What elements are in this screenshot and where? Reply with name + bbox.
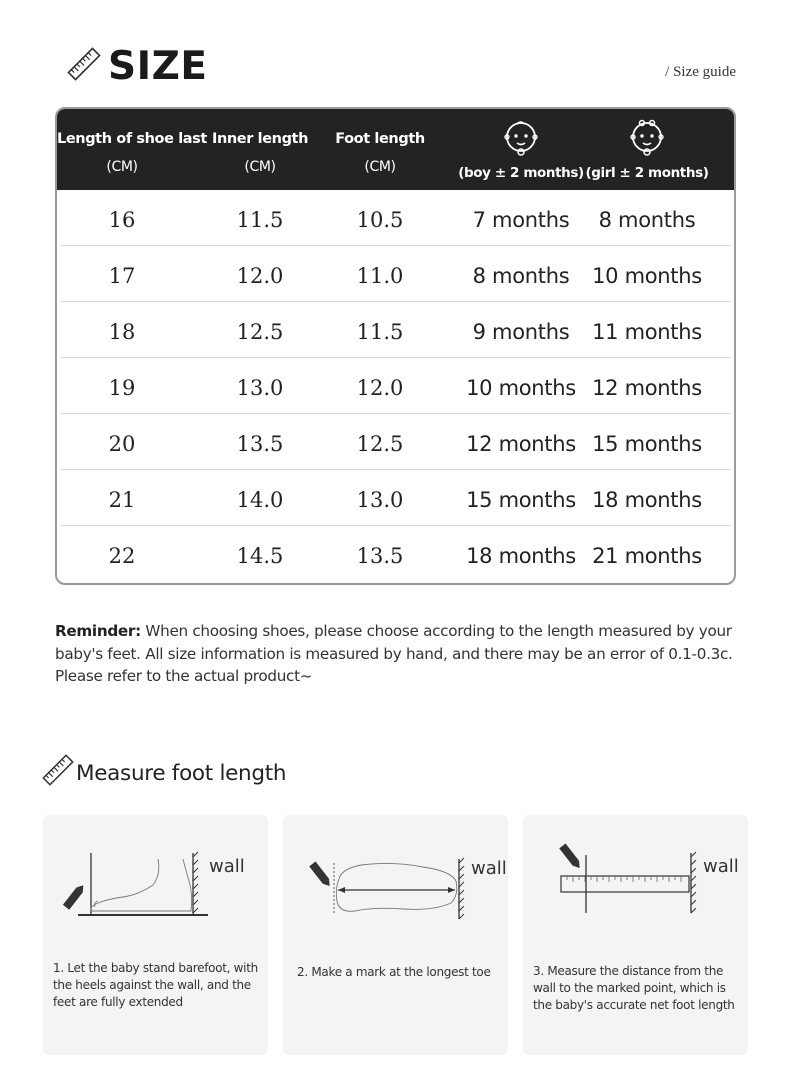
cell-foot-length: 13.0 (356, 488, 404, 512)
cell-shoe-last: 20 (108, 432, 136, 456)
column-header-foot-length (315, 109, 445, 190)
cell-shoe-last: 18 (108, 320, 136, 344)
table-header (57, 109, 734, 190)
cell-boy-age: 7 months (472, 208, 570, 232)
column-header-label: Foot length (335, 131, 425, 147)
cell-foot-length: 11.5 (356, 320, 404, 344)
cell-boy-age: 12 months (466, 432, 576, 456)
cell-foot-length: 10.5 (356, 208, 404, 232)
table-row (57, 358, 734, 414)
table-row (57, 246, 734, 302)
reminder-text (55, 620, 755, 688)
size-header (66, 42, 736, 92)
cell-boy-age: 9 months (472, 320, 570, 344)
table-row (57, 414, 734, 470)
table-row (57, 470, 734, 526)
cell-girl-age: 18 months (592, 488, 702, 512)
cell-girl-age: 8 months (598, 208, 696, 232)
baby-boy-icon (500, 119, 542, 157)
size-guide-label: / Size guide (665, 64, 736, 80)
table-row (57, 302, 734, 358)
measure-header (41, 753, 441, 793)
cell-inner-length: 14.5 (236, 544, 284, 568)
cell-inner-length: 12.5 (236, 320, 284, 344)
column-header-girl (585, 109, 709, 190)
ruler-icon (41, 753, 75, 787)
cell-girl-age: 15 months (592, 432, 702, 456)
cell-inner-length: 12.0 (236, 264, 284, 288)
cell-girl-age: 21 months (592, 544, 702, 568)
wall-label: wall (703, 856, 739, 877)
table-body (57, 190, 734, 582)
column-header-unit: (CM) (244, 159, 276, 175)
column-header-label: Length of shoe last (57, 131, 207, 147)
step-card-2 (283, 815, 508, 1055)
column-header-unit: (boy ± 2 months) (458, 165, 584, 181)
cell-girl-age: 12 months (592, 376, 702, 400)
column-header-inner-length (195, 109, 325, 190)
cell-shoe-last: 17 (108, 264, 136, 288)
column-header-shoe-last (57, 109, 207, 190)
foot-against-wall-illustration (43, 815, 268, 935)
page-title: SIZE (108, 44, 208, 89)
reminder-label: Reminder: (55, 622, 141, 640)
cell-foot-length: 13.5 (356, 544, 404, 568)
step-card-3 (523, 815, 748, 1055)
step-caption: 2. Make a mark at the longest toe (297, 965, 491, 979)
cell-girl-age: 10 months (592, 264, 702, 288)
cell-shoe-last: 22 (108, 544, 136, 568)
step-card-1 (43, 815, 268, 1055)
size-table (55, 107, 736, 585)
cell-shoe-last: 19 (108, 376, 136, 400)
cell-inner-length: 13.5 (236, 432, 284, 456)
cell-boy-age: 10 months (466, 376, 576, 400)
cell-foot-length: 12.0 (356, 376, 404, 400)
step-caption: 3. Measure the distance from the wall to the marked point, which is the baby's accurate net foot length (533, 964, 735, 1012)
cell-girl-age: 11 months (592, 320, 702, 344)
cell-shoe-last: 21 (108, 488, 136, 512)
column-header-unit: (CM) (106, 159, 138, 175)
column-header-label: Inner length (211, 131, 309, 147)
ruler-icon (66, 46, 102, 82)
column-header-unit: (CM) (364, 159, 396, 175)
measure-distance-illustration (523, 815, 748, 935)
column-header-unit: (girl ± 2 months) (585, 165, 709, 181)
cell-boy-age: 18 months (466, 544, 576, 568)
mark-longest-toe-illustration (283, 815, 508, 935)
wall-label: wall (471, 858, 507, 879)
cell-inner-length: 14.0 (236, 488, 284, 512)
wall-label: wall (209, 856, 245, 877)
reminder-body: When choosing shoes, please choose according to the length measured by your baby's feet. All size information is measured by hand, and there may be an error of 0.1-0.3c. Please refer to the actual product~ (55, 622, 733, 685)
baby-girl-icon (626, 119, 668, 157)
cell-inner-length: 13.0 (236, 376, 284, 400)
cell-inner-length: 11.5 (236, 208, 284, 232)
column-header-boy (457, 109, 585, 190)
section-title: Measure foot length (76, 761, 287, 786)
cell-boy-age: 8 months (472, 264, 570, 288)
table-row (57, 190, 734, 246)
table-row (57, 526, 734, 582)
step-caption: 1. Let the baby stand barefoot, with the heels against the wall, and the feet are fully extended (53, 961, 258, 1009)
cell-foot-length: 12.5 (356, 432, 404, 456)
cell-boy-age: 15 months (466, 488, 576, 512)
cell-foot-length: 11.0 (356, 264, 404, 288)
cell-shoe-last: 16 (108, 208, 136, 232)
